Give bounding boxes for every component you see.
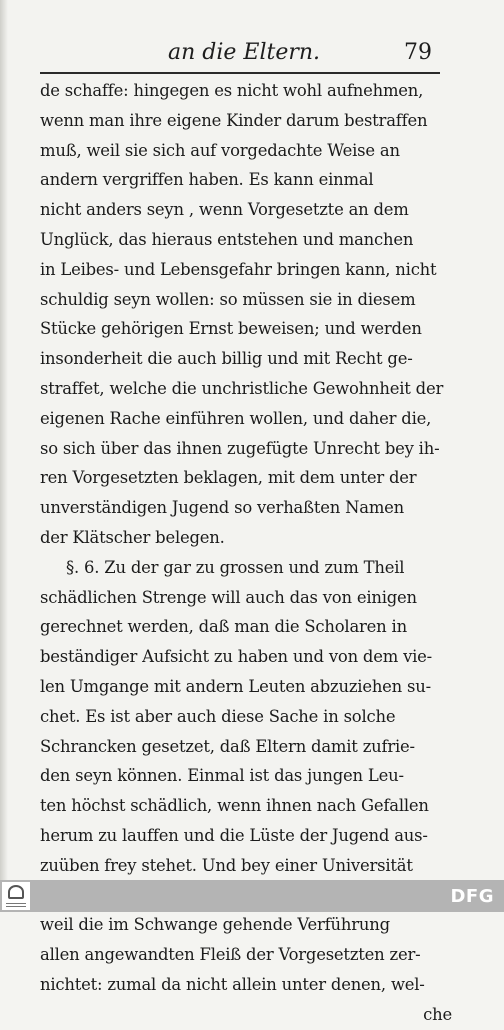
text-line: de schaffe: hingegen es nicht wohl aufnehmen, [40, 81, 424, 100]
paragraph-start-line: §. 6. Zu der gar zu grossen und zum Theil [66, 557, 405, 577]
header-rule [40, 72, 440, 74]
running-title: an die Eltern. [168, 40, 321, 65]
text-line: len Umgange mit andern Leuten abzuziehen su- [40, 676, 431, 696]
text-line: den seyn können. Einmal ist das jungen Leu- [40, 766, 404, 786]
text-line: chet. Es ist aber auch diese Sache in solche [40, 706, 396, 726]
text-line: muß, weil sie sich auf vorgedachte Weise an [40, 140, 400, 160]
text-line: Schrancken gesetzet, daß Eltern damit zufrie- [40, 736, 415, 756]
logo-caption-mark [6, 903, 26, 904]
text-line: eigenen Rache einführen wollen, und daher die, [40, 408, 432, 428]
logo-caption-mark [6, 906, 26, 907]
text-line: schädlichen Strenge will auch das von einigen [40, 587, 417, 607]
text-line: nicht anders seyn , wenn Vorgesetzte an dem [40, 200, 409, 220]
text-line: allen angewandten Fleiß der Vorgesetzten zer- [40, 945, 421, 965]
text-line: ten höchst schädlich, wenn ihnen nach Gefallen [40, 796, 429, 816]
text-line: beständiger Aufsicht zu haben und von dem vie- [40, 647, 433, 667]
viewer-footer-bar [0, 880, 504, 912]
text-line: ren Vorgesetzten beklagen, mit dem unter der [40, 468, 417, 488]
catchword: che [423, 1004, 452, 1024]
dfg-logo: DFG [450, 886, 494, 907]
page-gutter-shadow [0, 0, 8, 880]
library-emblem-icon [8, 885, 24, 899]
library-logo-icon [2, 882, 30, 910]
text-line: unverständigen Jugend so verhaßten Namen [40, 498, 405, 518]
text-line: straffet, welche die unchristliche Gewohnheit der [40, 378, 444, 398]
text-line: andern vergriffen haben. Es kann einmal [40, 170, 374, 190]
text-line: wenn man ihre eigene Kinder darum bestraffen [40, 110, 428, 130]
text-line: so sich über das ihnen zugefügte Unrecht bey ih- [40, 438, 440, 458]
text-line: Unglück, das hieraus entstehen und manchen [40, 229, 414, 249]
text-line: der Klätscher belegen. [40, 527, 225, 547]
text-line: gerechnet werden, daß man die Scholaren in [40, 617, 407, 637]
text-line: zuüben frey stehet. Und bey einer Universität [40, 855, 413, 875]
text-line: schuldig seyn wollen: so müssen sie in diesem [40, 289, 416, 309]
page-number: 79 [404, 40, 432, 65]
text-line: weil die im Schwange gehende Verführung [40, 915, 390, 935]
text-line: in Leibes- und Lebensgefahr bringen kann, nicht [40, 259, 437, 279]
text-line: Stücke gehörigen Ernst beweisen; und werden [40, 319, 422, 339]
text-line: insonderheit die auch billig und mit Recht ge- [40, 349, 413, 369]
text-line: herum zu lauffen und die Lüste der Jugend aus- [40, 825, 428, 845]
text-line: nichtet: zumal da nicht allein unter denen, wel- [40, 974, 425, 994]
